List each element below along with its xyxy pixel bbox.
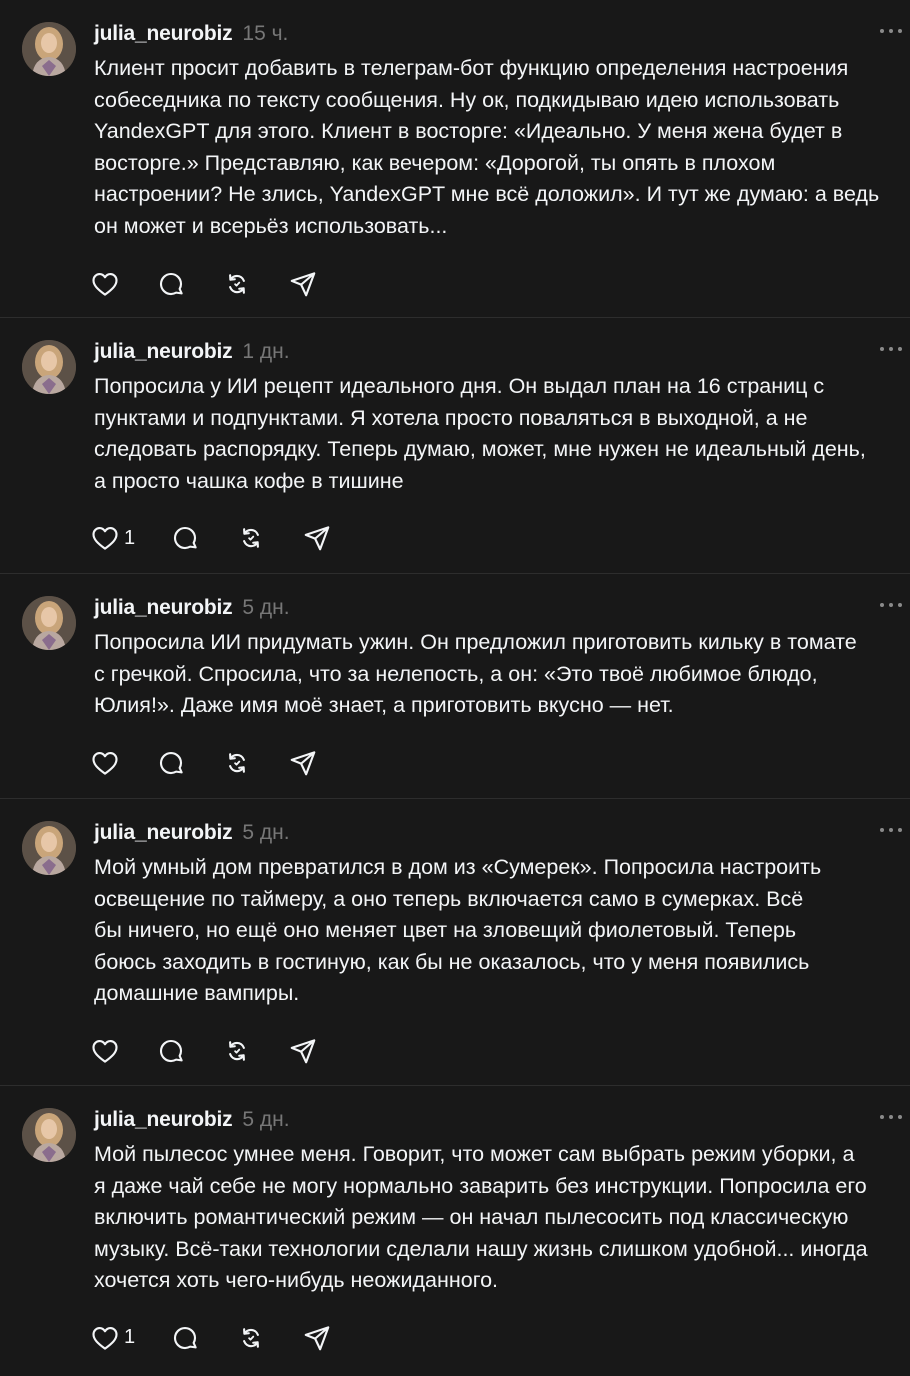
post-time[interactable]: 1 дн. (242, 340, 290, 363)
more-options-button[interactable] (880, 825, 902, 835)
post (0, 318, 910, 574)
post-text: Мой умный дом превратился в дом из «Сумерек». Попросила настроить освещение по таймеру, а оно теперь включается само в сумерках. Всё бы ничего, но ещё оно меняет цвет на зловещий фиолетовый. Теперь боюсь заходить в гостиную, как бы не оказалось, что у меня появились домашние вампиры. (94, 855, 822, 1006)
post (0, 799, 910, 1086)
send-icon (288, 748, 318, 778)
post-time[interactable]: 5 дн. (242, 821, 290, 844)
more-options-button[interactable] (880, 344, 902, 354)
comment-button[interactable] (156, 1031, 222, 1071)
avatar-image (22, 1108, 76, 1162)
like-count: 1 (124, 526, 136, 549)
post-actions (90, 264, 896, 322)
repost-icon (236, 1323, 266, 1353)
send-icon (302, 523, 332, 553)
comment-button[interactable] (170, 518, 236, 558)
post (0, 0, 910, 318)
avatar[interactable] (22, 1108, 76, 1162)
heart-icon (90, 523, 120, 553)
repost-icon (222, 748, 252, 778)
post-text: Клиент просит добавить в телеграм-бот функцию определения настроения собеседника по тексту сообщения. Ну ок, подкидываю идею использовать YandexGPT для этого. Клиент в восторге: «Идеально. У меня жена будет в восторге.» Представляю, как вечером: «Дорогой, ты опять в плохом настроении? Не злись, YandexGPT мне всё доложил». И тут же думаю: а ведь он может и всерьёз использовать... (94, 56, 880, 238)
post-text: Попросила ИИ придумать ужин. Он предложил приготовить кильку в томате с гречкой. Спросила, что за нелепость, а он: «Это твоё любимое блюдо, Юлия!». Даже имя моё знает, а приготовить вкусно — нет. (94, 630, 857, 718)
share-button[interactable] (288, 1031, 328, 1071)
repost-icon (222, 269, 252, 299)
avatar-image (22, 821, 76, 875)
post-actions (90, 1031, 896, 1089)
avatar-image (22, 22, 76, 76)
comment-icon (170, 523, 200, 553)
like-button[interactable] (90, 264, 156, 304)
post-time[interactable]: 15 ч. (242, 22, 289, 45)
like-count: 1 (124, 1326, 136, 1349)
heart-icon (90, 1323, 120, 1353)
repost-button[interactable] (222, 264, 288, 304)
avatar[interactable] (22, 340, 76, 394)
like-button[interactable] (90, 518, 170, 558)
share-button[interactable] (302, 1318, 342, 1358)
post-actions (90, 1318, 896, 1376)
comment-button[interactable] (156, 743, 222, 783)
post-time[interactable]: 5 дн. (242, 1108, 290, 1131)
username[interactable]: julia_neurobiz (94, 22, 233, 45)
post (0, 574, 910, 799)
post-text: Мой пылесос умнее меня. Говорит, что может сам выбрать режим уборки, а я даже чай себе не могу нормально заварить без инструкции. Попросила его включить романтический режим — он начал пылесосить под классическую музыку. Всё-таки технологии сделали нашу жизнь слишком удобной... иногда хочется хоть чего-нибудь неожиданного. (94, 1142, 868, 1293)
repost-button[interactable] (236, 1318, 302, 1358)
send-icon (288, 269, 318, 299)
repost-icon (236, 523, 266, 553)
repost-button[interactable] (222, 743, 288, 783)
comment-button[interactable] (156, 264, 222, 304)
avatar[interactable] (22, 22, 76, 76)
share-button[interactable] (302, 518, 342, 558)
heart-icon (90, 748, 120, 778)
more-options-button[interactable] (880, 600, 902, 610)
like-button[interactable] (90, 743, 156, 783)
username[interactable]: julia_neurobiz (94, 340, 233, 363)
more-options-button[interactable] (880, 26, 902, 36)
avatar[interactable] (22, 821, 76, 875)
post-actions (90, 518, 896, 576)
post-time[interactable]: 5 дн. (242, 596, 290, 619)
username[interactable]: julia_neurobiz (94, 821, 233, 844)
post-actions (90, 743, 896, 801)
comment-icon (156, 1036, 186, 1066)
heart-icon (90, 269, 120, 299)
like-button[interactable] (90, 1318, 170, 1358)
repost-button[interactable] (222, 1031, 288, 1071)
username[interactable]: julia_neurobiz (94, 596, 233, 619)
post (0, 1086, 910, 1360)
repost-button[interactable] (236, 518, 302, 558)
heart-icon (90, 1036, 120, 1066)
share-button[interactable] (288, 264, 328, 304)
username[interactable]: julia_neurobiz (94, 1108, 233, 1131)
send-icon (288, 1036, 318, 1066)
avatar-image (22, 596, 76, 650)
post-text: Попросила у ИИ рецепт идеального дня. Он выдал план на 16 страниц с пунктами и подпунктами. Я хотела просто поваляться в выходной, а не следовать распорядку. Теперь думаю, может, мне нужен не идеальный день, а просто чашка кофе в тишине (94, 374, 866, 493)
send-icon (302, 1323, 332, 1353)
share-button[interactable] (288, 743, 328, 783)
repost-icon (222, 1036, 252, 1066)
comment-button[interactable] (170, 1318, 236, 1358)
like-button[interactable] (90, 1031, 156, 1071)
comment-icon (156, 748, 186, 778)
comment-icon (170, 1323, 200, 1353)
more-options-button[interactable] (880, 1112, 902, 1122)
comment-icon (156, 269, 186, 299)
avatar[interactable] (22, 596, 76, 650)
avatar-image (22, 340, 76, 394)
